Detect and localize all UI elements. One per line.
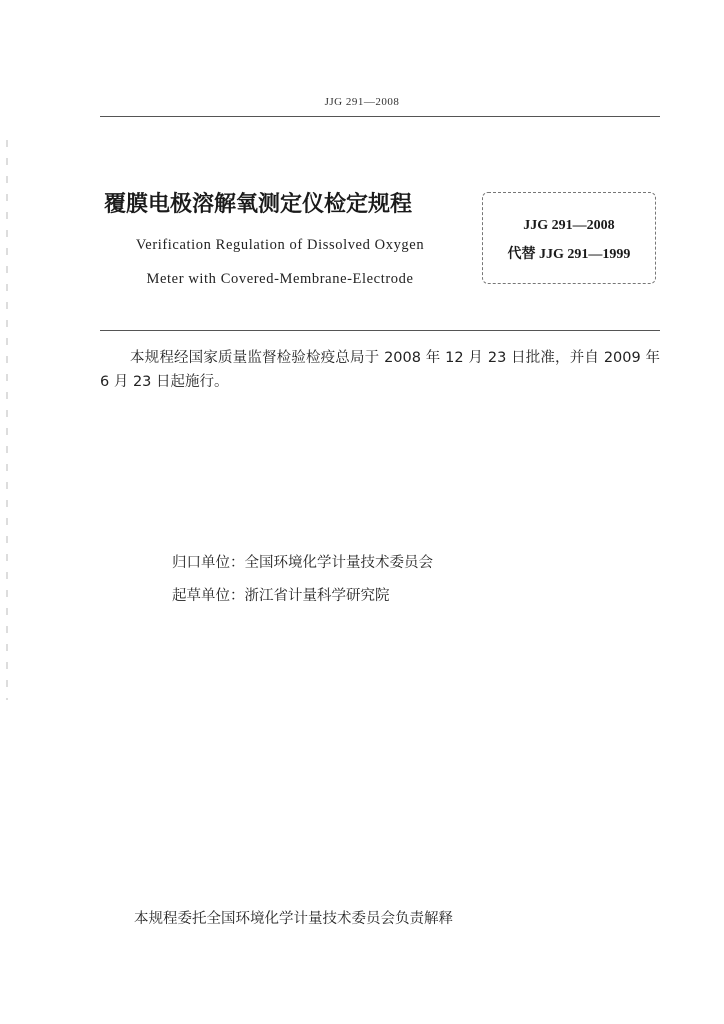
title-rule xyxy=(100,330,660,331)
interpretation-note: 本规程委托全国环境化学计量技术委员会负责解释 xyxy=(134,911,453,927)
header-rule xyxy=(100,116,660,117)
running-header-code: JJG 291—2008 xyxy=(324,96,400,108)
title-english-line-2: Meter with Covered-Membrane-Electrode xyxy=(146,271,414,287)
title-english-line-1: Verification Regulation of Dissolved Oxygen xyxy=(135,237,425,253)
title-chinese: 覆膜电极溶解氧测定仪检定规程 xyxy=(104,192,413,217)
responsible-unit: 归口单位：全国环境化学计量技术委员会 xyxy=(172,555,433,571)
standard-code: JJG 291—2008 xyxy=(523,218,615,233)
scan-margin-marks xyxy=(6,140,8,700)
approval-paragraph: 本规程经国家质量监督检验检疫总局于 2008 年 12 月 23 日批准，并自 2009 年 6 月 23 日起施行。 xyxy=(100,350,660,390)
drafting-unit: 起草单位：浙江省计量科学研究院 xyxy=(172,588,390,604)
standard-code-box xyxy=(482,192,656,284)
replaces-code: 代替 JJG 291—1999 xyxy=(507,247,631,262)
